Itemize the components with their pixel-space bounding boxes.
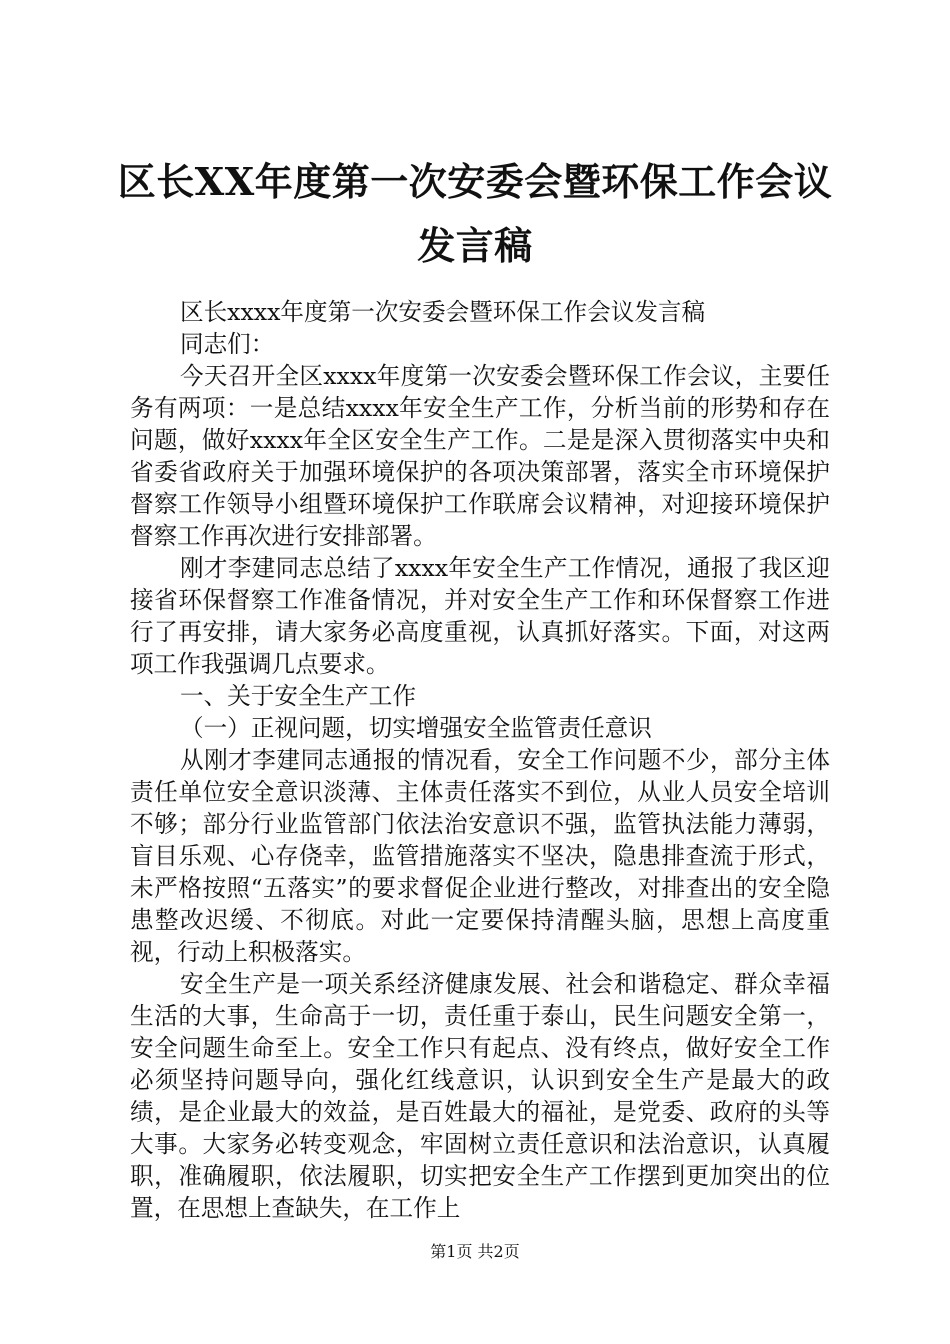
- paragraph-intro: 今天召开全区xxxx年度第一次安委会暨环保工作会议，主要任务有两项：一是总结xxxx年安全生产工作，分析当前的形势和存在问题，做好xxxx年全区安全生产工作。二是是深入贯彻落实中央和省委省政府关于加强环境保护的各项决策部署，落实全市环境保护督察工作领导小组暨环境保护工作联席会议精神，对迎接环境保护督察工作再次进行安排部署。: [130, 362, 830, 550]
- document-title: 区长XX年度第一次安委会暨环保工作会议发言稿: [117, 159, 833, 268]
- paragraph-problems: 从刚才李建同志通报的情况看，安全工作问题不少，部分主体责任单位安全意识淡薄、主体责任落实不到位，从业人员安全培训不够；部分行业监管部门依法治安意识不强，监管执法能力薄弱，盲目乐观、心存侥幸，监管措施落实不坚决，隐患排查流于形式，未严格按照“五落实”的要求督促企业进行整改，对排查出的安全隐患整改迟缓、不彻底。对此一定要保持清醒头脑，思想上高度重视，行动上积极落实。: [130, 746, 830, 966]
- paragraph-subtitle: 区长xxxx年度第一次安委会暨环保工作会议发言稿: [180, 298, 706, 326]
- paragraph-safety: 安全生产是一项关系经济健康发展、社会和谐稳定、群众幸福生活的大事，生命高于一切，责任重于泰山，民生问题安全第一，安全问题生命至上。安全工作只有起点、没有终点，做好安全工作必须坚持问题导向，强化红线意识，认识到安全生产是最大的政绩，是企业最大的效益，是百姓最大的福祉，是党委、政府的头等大事。大家务必转变观念，牢固树立责任意识和法治意识，认真履职，准确履职，依法履职，切实把安全生产工作摆到更加突出的位置，在思想上查缺失，在工作上: [130, 970, 830, 1222]
- page-number: 第1页 共2页: [430, 1242, 520, 1261]
- subsection-heading: （一）正视问题，切实增强安全监管责任意识: [180, 714, 652, 742]
- paragraph-summary: 刚才李建同志总结了xxxx年安全生产工作情况，通报了我区迎接省环保督察工作准备情况，并对安全生产工作和环保督察工作进行了再安排，请大家务必高度重视，认真抓好落实。下面，对这两项工作我强调几点要求。: [130, 554, 830, 678]
- paragraph-salutation: 同志们：: [180, 330, 275, 358]
- document-body: [130, 296, 830, 1224]
- section-heading: 一、关于安全生产工作: [180, 682, 416, 710]
